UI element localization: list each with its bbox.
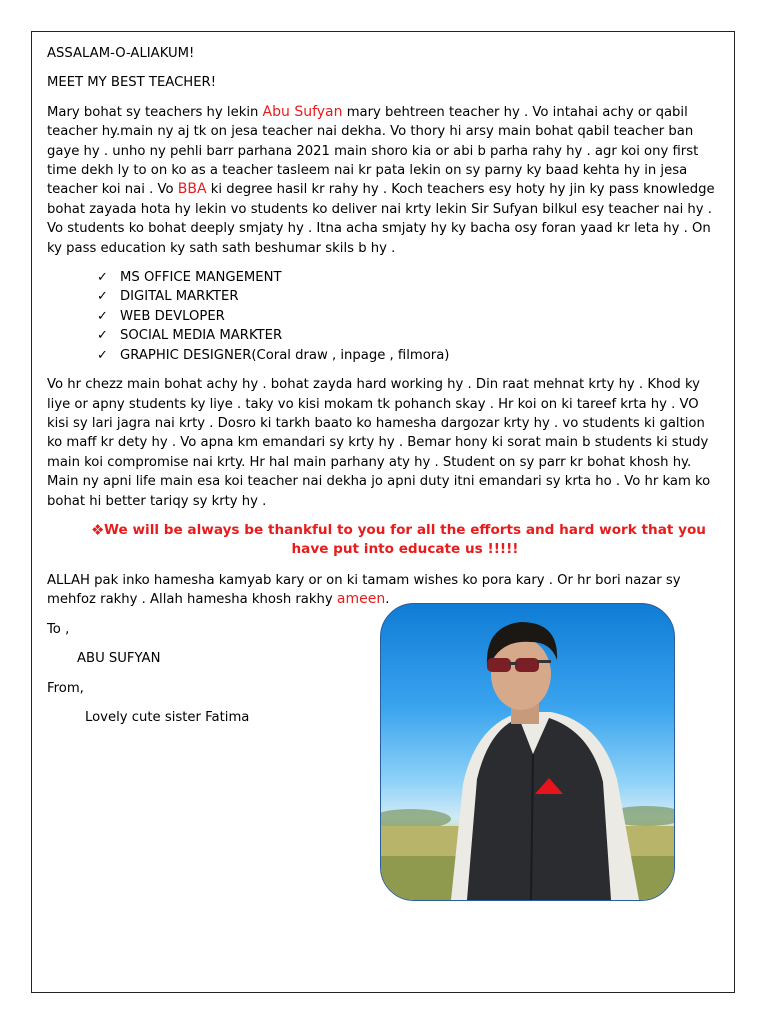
degree-highlight: BBA [177,181,207,198]
to-label: To , [47,621,70,637]
checkmark-icon: ✓ [97,270,108,286]
checkmark-icon: ✓ [97,289,108,305]
skill-label: SOCIAL MEDIA MARKTER [120,328,283,344]
prayer-end: . [385,592,390,608]
skill-label: MS OFFICE MANGEMENT [120,270,282,286]
skill-item [97,346,723,365]
intro-text-b: mary behtreen teacher hy . Vo intahai achy or qabil teacher hy.main ny aj tk on jesa teacher nai dekha. Vo thory hi arsy main bohat qabil teacher ban gaye hy . unho ny pehli barr parhana 2021 main shoro kia or abi b parha rahy hy . agr koi ony first time dekh ly to on ko as a teacher tasleem nai kr pata lekin on sy parny ky baad kehta hy in jesa teacher koi nai . Vo [47,104,699,198]
skills-list [47,268,723,365]
skill-label: GRAPHIC DESIGNER(Coral draw , inpage , filmora) [120,347,450,363]
checkmark-icon: ✓ [97,308,108,324]
heading: MEET MY BEST TEACHER! [47,75,216,91]
from-label: From, [47,680,84,696]
from-name: Lovely cute sister Fatima [85,709,250,725]
intro-text-a: Mary bohat sy teachers hy lekin [47,104,263,120]
teacher-photo-illustration [381,604,674,900]
skill-item [97,307,723,326]
teacher-name-highlight: Abu Sufyan [262,103,343,120]
skill-label: DIGITAL MARKTER [120,289,239,305]
to-name: ABU SUFYAN [77,651,161,667]
greeting: ASSALAM-O-ALIAKUM! [47,46,195,61]
qualities-paragraph: Vo hr chezz main bohat achy hy . bohat zayda hard working hy . Din raat mehnat krty hy . Khod ky liye or apny students ky liye . taky vo kisi mokam tk pohanch skay . Hr koi on ki tareef krta hy . VO kisi sy lari jagra nai krty . Dosro ki tarkh baato ko hamesha dargozar krty hy . vo students ki galtion ko maff kr dety hy . Vo apna km emandari sy krty hy . Bemar hony ki sorat main b students ki study main koi compromise nai krty. Hr hal main parhany aty hy . Student on sy parr kr bohat khosh hy. Main ny apni life main esa koi teacher nai dekha jo apni duty itni emandari sy krta ho . Vo hr kam ko bohat hi better tariqy sy krty hy . [47,377,711,509]
thanks-text: We will be always be thankful to you for all the efforts and hard work that you have put into educate us !!!!! [104,521,706,557]
prayer-text: ALLAH pak inko hamesha kamyab kary or on ki tamam wishes ko pora kary . Or hr bori nazar sy mehfoz rakhy . Allah hamesha khosh rakhy [47,572,681,608]
diamond-bullet-icon: ❖ [91,520,105,539]
ameen-highlight: ameen [336,591,386,608]
skill-label: WEB DEVLOPER [120,308,225,324]
intro-paragraph [47,103,723,258]
teacher-photo [380,603,675,901]
skill-item [97,326,723,345]
checkmark-icon: ✓ [97,347,108,363]
checkmark-icon: ✓ [97,328,108,344]
intro-text-c: ki degree hasil kr rahy hy . Koch teachers esy hoty hy jin ky pass knowledge bohat zayada hota hy lekin vo students ko deliver nai krty lekin Sir Sufyan bilkul esy teacher nai hy . Vo students ko bohat deeply smjaty hy . Itna acha smjaty hy ky bacha osy foran yaad kr leta hy . On ky pass education ky sath sath beshumar skils b hy . [47,182,715,256]
skill-item [97,268,723,287]
skill-item [97,287,723,306]
thanks-note [47,521,723,559]
